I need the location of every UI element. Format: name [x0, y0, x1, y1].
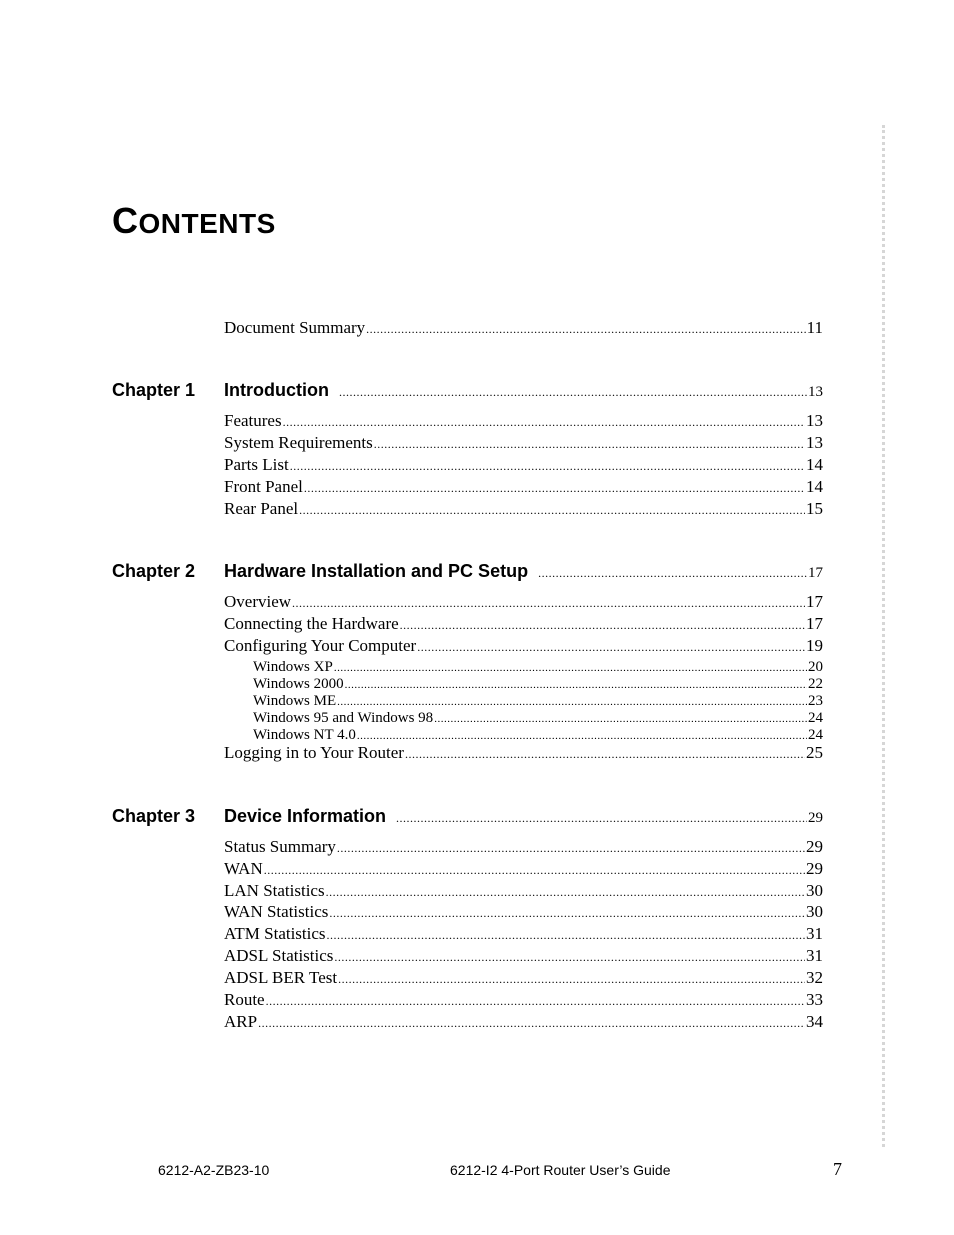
toc-entry-label: ARP: [224, 1012, 258, 1031]
toc-entry-label: Rear Panel: [224, 499, 299, 518]
leader-dots: [326, 885, 805, 900]
toc-entry-page: 14: [806, 477, 823, 496]
leader-dots: [304, 481, 805, 496]
toc-entry-label: Features: [224, 411, 282, 430]
page-title: [112, 200, 276, 242]
toc-entry-page: 15: [806, 499, 823, 518]
toc-entry-label: Route: [224, 990, 265, 1009]
toc-chapter-heading[interactable]: [224, 380, 823, 401]
toc-entry-label: LAN Statistics: [224, 881, 325, 900]
footer-page-number: 7: [833, 1159, 842, 1179]
leader-dots: [292, 596, 805, 611]
toc-entry[interactable]: [224, 743, 823, 763]
toc-entry-label: ATM Statistics: [224, 924, 326, 943]
toc-entry-label: Document Summary: [224, 318, 366, 337]
toc-entry-page: 17: [808, 565, 823, 581]
toc-entry-page: 11: [806, 318, 823, 337]
toc-entry-label: Windows ME: [253, 693, 337, 709]
leader-dots: [374, 437, 805, 452]
leader-dots: [405, 747, 805, 762]
toc-entry-page: 34: [806, 1012, 823, 1031]
chapter-label: Chapter 1: [112, 380, 196, 400]
toc-entry-label: Windows XP: [253, 659, 333, 675]
toc-entry[interactable]: [224, 968, 823, 988]
toc-entry-label: Front Panel: [224, 477, 303, 496]
leader-dots: [329, 906, 805, 921]
toc-entry-page: 30: [806, 902, 823, 921]
toc-entry-label: WAN Statistics: [224, 902, 329, 921]
toc-entry[interactable]: [224, 433, 823, 453]
leader-dots: [290, 459, 805, 474]
leader-dots: [283, 415, 805, 430]
leader-dots: [334, 662, 807, 674]
toc-subentry[interactable]: [253, 710, 823, 727]
toc-entry-label: Configuring Your Computer: [224, 636, 417, 655]
chapter-label: Chapter 2: [112, 561, 196, 581]
chapter-heading: Hardware Installation and PC Setup: [224, 561, 529, 581]
leader-dots: [299, 503, 805, 518]
leader-dots: [417, 640, 805, 655]
toc-entry-page: 29: [806, 859, 823, 878]
toc-entry-label: Overview: [224, 592, 292, 611]
toc-chapter-heading[interactable]: [224, 806, 823, 827]
toc-entry-label: ADSL Statistics: [224, 946, 334, 965]
leader-dots: [396, 811, 807, 826]
toc-entry[interactable]: [224, 411, 823, 431]
toc-entry-page: 30: [806, 881, 823, 900]
toc-entry-page: 14: [806, 455, 823, 474]
toc-entry-label: Windows NT 4.0: [253, 727, 356, 743]
toc-entry-page: 32: [806, 968, 823, 987]
toc-entry-label: Parts List: [224, 455, 289, 474]
toc-entry-document-summary[interactable]: [224, 318, 823, 338]
toc-entry-page: 29: [808, 810, 823, 826]
toc-entry-label: Connecting the Hardware: [224, 614, 399, 633]
chapter-heading: Device Information: [224, 806, 387, 826]
toc-entry-page: 17: [806, 592, 823, 611]
toc-entry[interactable]: [224, 990, 823, 1010]
toc-entry-label: Windows 2000: [253, 676, 344, 692]
toc-entry-page: 13: [806, 433, 823, 452]
toc-entry-page: 13: [806, 411, 823, 430]
chapter-label: Chapter 3: [112, 806, 196, 826]
toc-entry-page: 29: [806, 837, 823, 856]
toc-entry-page: 31: [806, 946, 823, 965]
toc-entry-page: 24: [808, 710, 823, 726]
toc-entry[interactable]: [224, 455, 823, 475]
toc-chapter-heading[interactable]: [224, 561, 823, 582]
toc-entry-page: 22: [808, 676, 823, 692]
footer-doc-number: 6212-A2-ZB23-10: [158, 1162, 270, 1178]
leader-dots: [366, 322, 805, 337]
toc-entry-label: System Requirements: [224, 433, 373, 452]
leader-dots: [357, 730, 807, 742]
toc-entry-label: WAN: [224, 859, 263, 878]
leader-dots: [538, 566, 807, 581]
toc-entry-page: 20: [808, 659, 823, 675]
toc-entry[interactable]: [224, 1012, 823, 1032]
toc-subentry[interactable]: [253, 659, 823, 676]
leader-dots: [266, 994, 805, 1009]
toc-entry[interactable]: [224, 636, 823, 656]
toc-entry[interactable]: [224, 859, 823, 879]
leader-dots: [400, 618, 805, 633]
leader-dots: [338, 972, 805, 987]
chapter-heading: Introduction: [224, 380, 329, 400]
leader-dots: [434, 713, 807, 725]
margin-rule: [882, 125, 885, 1147]
toc-entry[interactable]: [224, 477, 823, 497]
leader-dots: [337, 696, 807, 708]
toc-entry[interactable]: [224, 902, 823, 922]
leader-dots: [264, 863, 805, 878]
leader-dots: [345, 679, 807, 691]
title-rest: ONTENTS: [138, 208, 276, 239]
leader-dots: [258, 1016, 805, 1031]
toc-entry-label: ADSL BER Test: [224, 968, 338, 987]
toc-entry-page: 23: [808, 693, 823, 709]
toc-subentry[interactable]: [253, 676, 823, 693]
footer-guide-title: 6212-I2 4-Port Router User’s Guide: [450, 1162, 671, 1178]
leader-dots: [327, 928, 805, 943]
leader-dots: [337, 841, 805, 856]
toc-entry-page: 25: [806, 743, 823, 762]
toc-subentry[interactable]: [253, 693, 823, 710]
toc-entry[interactable]: [224, 837, 823, 857]
toc-entry[interactable]: [224, 592, 823, 612]
toc-entry[interactable]: [224, 946, 823, 966]
toc-entry-page: 31: [806, 924, 823, 943]
toc-entry-label: Status Summary: [224, 837, 336, 856]
leader-dots: [339, 385, 807, 400]
title-initial: C: [112, 200, 139, 241]
toc-entry[interactable]: [224, 614, 823, 634]
toc-entry-label: Windows 95 and Windows 98: [253, 710, 434, 726]
toc-entry[interactable]: [224, 924, 823, 944]
toc-entry[interactable]: [224, 499, 823, 519]
toc-entry[interactable]: [224, 881, 823, 901]
toc-subentry[interactable]: [253, 727, 823, 744]
toc-entry-label: Logging in to Your Router: [224, 743, 404, 762]
toc-entry-page: 33: [806, 990, 823, 1009]
leader-dots: [334, 950, 805, 965]
toc-entry-page: 13: [808, 384, 823, 400]
toc-entry-page: 24: [808, 727, 823, 743]
toc-entry-page: 19: [806, 636, 823, 655]
toc-entry-page: 17: [806, 614, 823, 633]
